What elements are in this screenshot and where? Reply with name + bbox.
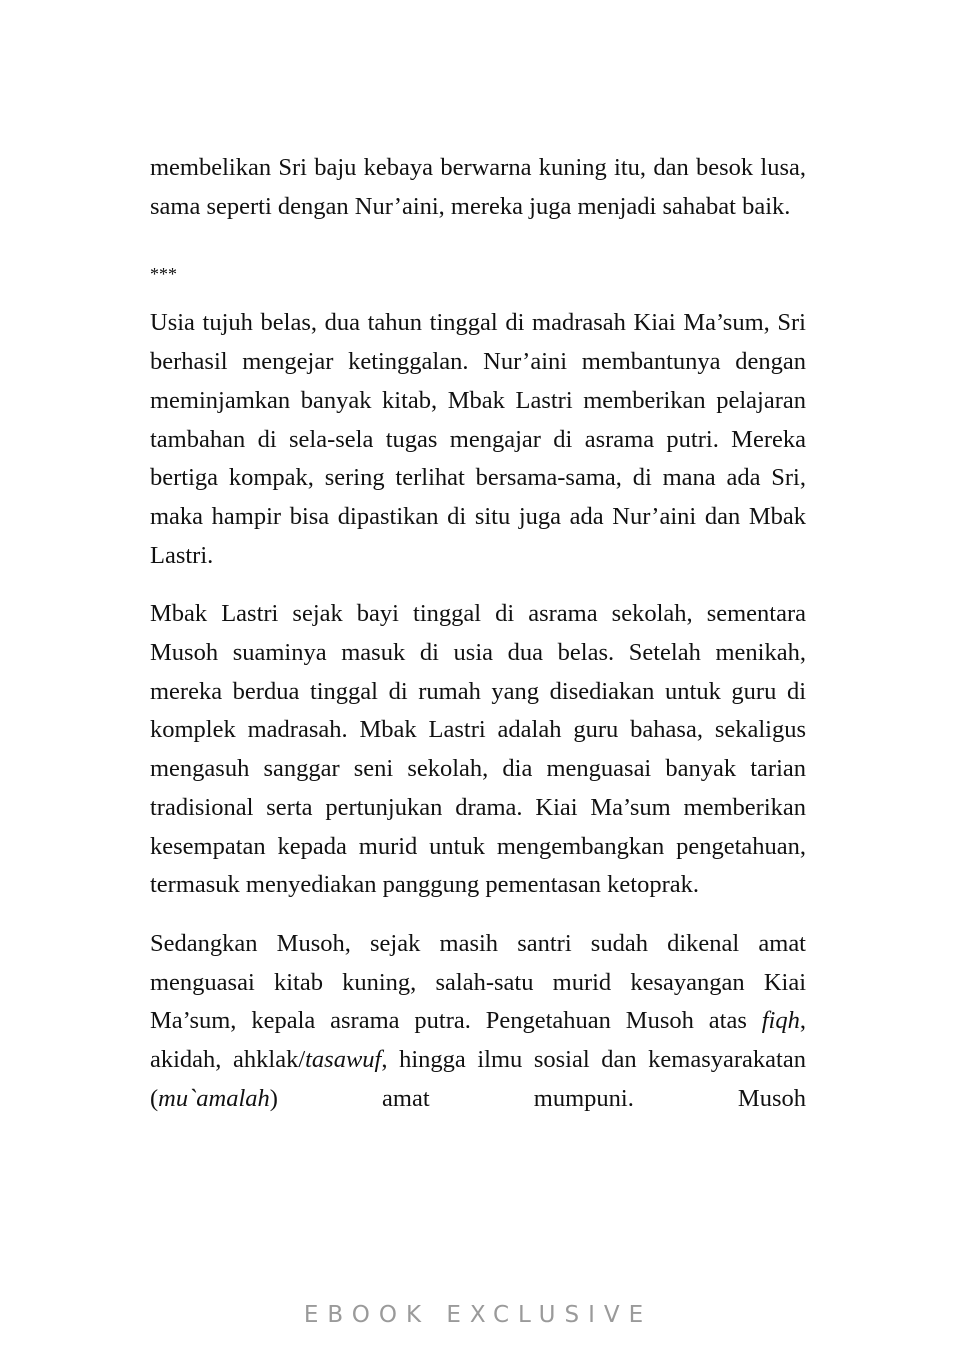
separator-gap xyxy=(150,284,806,304)
footer-watermark: EBOOK EXCLUSIVE xyxy=(303,1302,653,1328)
page-body xyxy=(150,149,806,1118)
section-separator: *** xyxy=(150,264,177,285)
italic-term-tasawuf: tasawuf xyxy=(305,1046,382,1074)
italic-term-muamalah: mu`amalah xyxy=(158,1084,270,1112)
paragraph-2: Usia tujuh belas, dua tahun tinggal di madrasah Kiai Ma’sum, Sri berhasil mengejar ketinggalan. Nur’aini membantunya dengan meminjamkan banyak kitab, Mbak Lastri memberikan pelajaran tambahan di sela-sela tugas mengajar di asrama putri. Mereka bertiga kompak, sering terlihat bersama-sama, di mana ada Sri, maka hampir bisa dipastikan di situ juga ada Nur’aini dan Mbak Lastri. xyxy=(150,309,806,569)
paragraph-4-text-2: , akidah, ahklak/ xyxy=(150,1007,806,1074)
paragraph-4 xyxy=(150,925,806,1119)
italic-term-fiqh: fiqh xyxy=(761,1007,800,1035)
paragraph-4-text-4: ) amat mumpuni. Musoh xyxy=(269,1084,806,1112)
paragraph-4-text-1: Sedangkan Musoh, sejak masih santri sudah dikenal amat menguasai kitab kuning, salah-satu murid kesayangan Kiai Ma’sum, kepala asrama putra. Pengetahuan Musoh atas xyxy=(150,929,806,1035)
paragraph-4-text-3: , hingga ilmu sosial dan kemasyarakatan ( xyxy=(150,1046,806,1112)
paragraph-3: Mbak Lastri sejak bayi tinggal di asrama sekolah, sementara Musoh suaminya masuk di usia dua belas. Setelah menikah, mereka berdua tinggal di rumah yang disediakan untuk guru di komplek madrasah. Mbak Lastri adalah guru bahasa, sekaligus mengasuh sanggar seni sekolah, dia menguasai banyak tarian tradisional serta pertunjukan drama. Kiai Ma’sum memberikan kesempatan kepada murid untuk mengembangkan pengetahuan, termasuk menyediakan panggung pementasan ketoprak. xyxy=(150,600,806,899)
paragraph-1: membelikan Sri baju kebaya berwarna kuning itu, dan besok lusa, sama seperti dengan Nur’aini, mereka juga menjadi sahabat baik. xyxy=(150,154,806,220)
